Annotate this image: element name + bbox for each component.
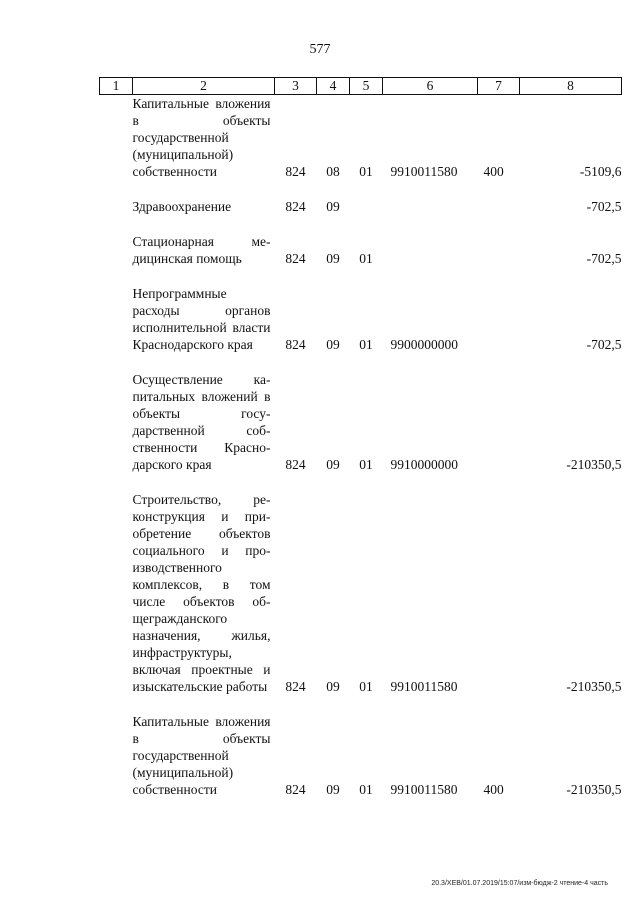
table-row — [100, 233, 622, 267]
column-header-1: 1 — [100, 78, 133, 95]
row-description: Осуществление капитальных вложений в объекты государственной собственности Краснодарского края — [132, 372, 271, 472]
row-code-6: 9910000000 — [390, 457, 458, 472]
row-code-7 — [478, 371, 520, 473]
table-row — [100, 371, 622, 473]
row-code-5: 01 — [359, 457, 373, 472]
column-header-6: 6 — [383, 78, 478, 95]
budget-table — [99, 77, 622, 798]
row-code-5 — [350, 198, 383, 215]
row-code-6 — [383, 233, 478, 267]
row-code-7 — [478, 233, 520, 267]
row-code-5: 01 — [359, 337, 373, 352]
row-description: Капитальные вложения в объекты государственной (муниципальной) собственности — [132, 714, 271, 797]
row-code-6: 9910011580 — [390, 679, 458, 694]
row-code-3: 824 — [285, 457, 306, 472]
row-description: Здравоохранение — [132, 199, 232, 214]
row-code-5: 01 — [359, 782, 373, 797]
row-amount: -5109,6 — [579, 164, 622, 179]
row-code-7: 400 — [483, 164, 504, 179]
row-code-7: 400 — [483, 782, 504, 797]
row-code-4: 09 — [326, 199, 340, 214]
row-code-6 — [383, 198, 478, 215]
row-code-4: 09 — [326, 337, 340, 352]
row-description: Непрограммные расходы органов исполнительной власти Краснодарского края — [132, 286, 271, 352]
row-code-3: 824 — [285, 679, 306, 694]
row-code-3: 824 — [285, 782, 306, 797]
row-code-5: 01 — [359, 251, 373, 266]
row-code-3: 824 — [285, 164, 306, 179]
footer-note: 20.3/ХЕВ/01.07.2019/15:07/изм-бюдж-2 чтение-4 часть — [431, 880, 608, 887]
column-header-3: 3 — [275, 78, 317, 95]
row-amount: -702,5 — [586, 251, 622, 266]
row-code-4: 09 — [326, 782, 340, 797]
row-code-4: 09 — [326, 679, 340, 694]
header-row — [100, 78, 622, 95]
row-code-3: 824 — [285, 251, 306, 266]
row-code-4: 08 — [326, 164, 340, 179]
row-description: Стационарная медицинская помощь — [132, 234, 271, 266]
row-code-6: 9910011580 — [390, 782, 458, 797]
page-number: 577 — [309, 42, 331, 57]
row-code-6: 9910011580 — [390, 164, 458, 179]
row-description: Капитальные вложения в объекты государственной (муниципальной) собственности — [132, 96, 271, 179]
row-code-3: 824 — [285, 199, 306, 214]
row-code-3: 824 — [285, 337, 306, 352]
table-row — [100, 95, 622, 181]
column-header-7: 7 — [478, 78, 520, 95]
row-code-7 — [478, 285, 520, 353]
row-code-6: 9900000000 — [390, 337, 458, 352]
column-header-5: 5 — [350, 78, 383, 95]
row-code-4: 09 — [326, 251, 340, 266]
column-header-4: 4 — [317, 78, 350, 95]
row-amount: -702,5 — [586, 337, 622, 352]
row-amount: -210350,5 — [566, 782, 622, 797]
table-row — [100, 198, 622, 215]
row-code-7 — [478, 198, 520, 215]
row-description: Строительство, реконструкция и приобретение объектов социального и производственного комплексов, в том числе объектов общегражданского назначения, жилья, инфраструктуры, включая проектные и изыскательские работы — [132, 492, 271, 694]
row-code-5: 01 — [359, 679, 373, 694]
table-row — [100, 491, 622, 695]
table-row — [100, 285, 622, 353]
row-code-4: 09 — [326, 457, 340, 472]
row-amount: -702,5 — [586, 199, 622, 214]
column-header-8: 8 — [520, 78, 622, 95]
row-code-5: 01 — [359, 164, 373, 179]
table-row — [100, 713, 622, 798]
column-header-2: 2 — [133, 78, 275, 95]
row-code-7 — [478, 491, 520, 695]
row-amount: -210350,5 — [566, 457, 622, 472]
row-amount: -210350,5 — [566, 679, 622, 694]
